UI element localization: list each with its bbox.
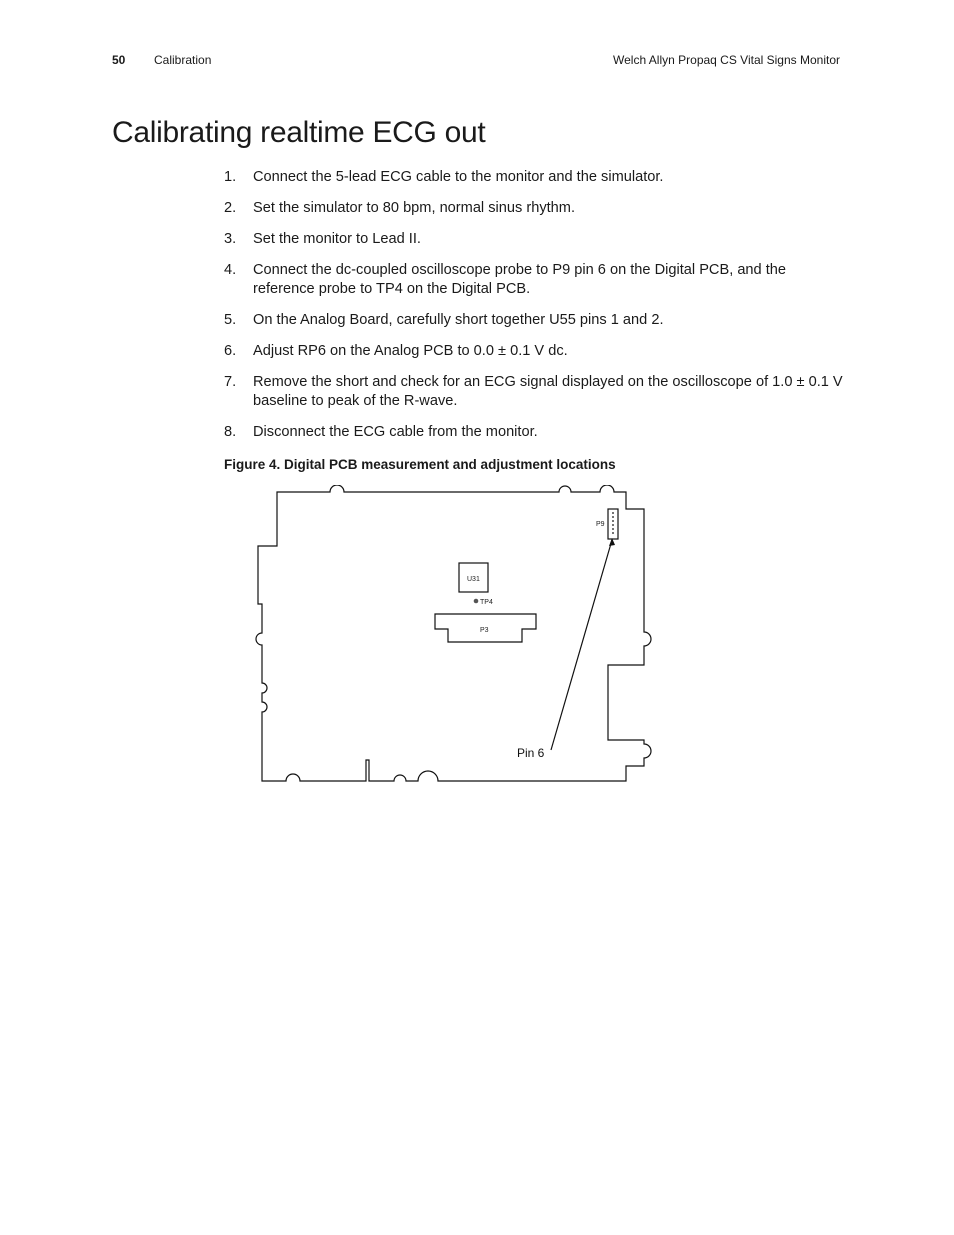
p3-label: P3 (480, 627, 489, 634)
pcb-outline-drawing (250, 485, 660, 785)
step-item (224, 423, 844, 442)
step-item (224, 199, 844, 218)
step-text: Remove the short and check for an ECG signal displayed on the oscilloscope of 1.0 ± 0.1 V baseline to peak of the R-wave. (253, 374, 843, 409)
step-number: 7. (224, 374, 237, 390)
step-text: Connect the 5-lead ECG cable to the monitor and the simulator. (253, 169, 664, 185)
p9-label: P9 (596, 521, 605, 528)
step-text: Connect the dc-coupled oscilloscope probe to P9 pin 6 on the Digital PCB, and the reference probe to TP4 on the Digital PCB. (253, 262, 787, 297)
step-item (224, 261, 844, 299)
step-number: 4. (224, 262, 237, 278)
step-number: 6. (224, 343, 237, 359)
page-title: Calibrating realtime ECG out (112, 116, 486, 149)
step-number: 1. (224, 169, 237, 185)
step-number: 2. (224, 200, 237, 216)
step-item (224, 168, 844, 187)
pin6-leader-line (551, 540, 612, 750)
procedure-steps (224, 168, 844, 454)
figure-caption: Figure 4. Digital PCB measurement and adjustment locations (224, 457, 616, 472)
board-outline (256, 485, 651, 781)
p9-pins (612, 512, 614, 534)
step-text: Disconnect the ECG cable from the monitor. (253, 424, 538, 440)
step-text: On the Analog Board, carefully short together U55 pins 1 and 2. (253, 312, 664, 328)
section-name: Calibration (154, 53, 212, 67)
step-text: Adjust RP6 on the Analog PCB to 0.0 ± 0.1 V dc. (253, 343, 568, 359)
tp4-testpoint (474, 599, 479, 604)
step-text: Set the monitor to Lead II. (253, 231, 421, 247)
step-number: 8. (224, 424, 237, 440)
step-number: 5. (224, 312, 237, 328)
step-item (224, 373, 844, 411)
pin6-label: Pin 6 (517, 746, 545, 760)
step-text: Set the simulator to 80 bpm, normal sinus rhythm. (253, 200, 576, 216)
pcb-diagram (250, 485, 660, 785)
step-item (224, 311, 844, 330)
document-title: Welch Allyn Propaq CS Vital Signs Monitor (613, 53, 840, 67)
step-number: 3. (224, 231, 237, 247)
page-number: 50 (112, 53, 126, 67)
u31-label: U31 (467, 576, 480, 583)
tp4-label: TP4 (480, 599, 493, 606)
step-item (224, 342, 844, 361)
step-item (224, 230, 844, 249)
